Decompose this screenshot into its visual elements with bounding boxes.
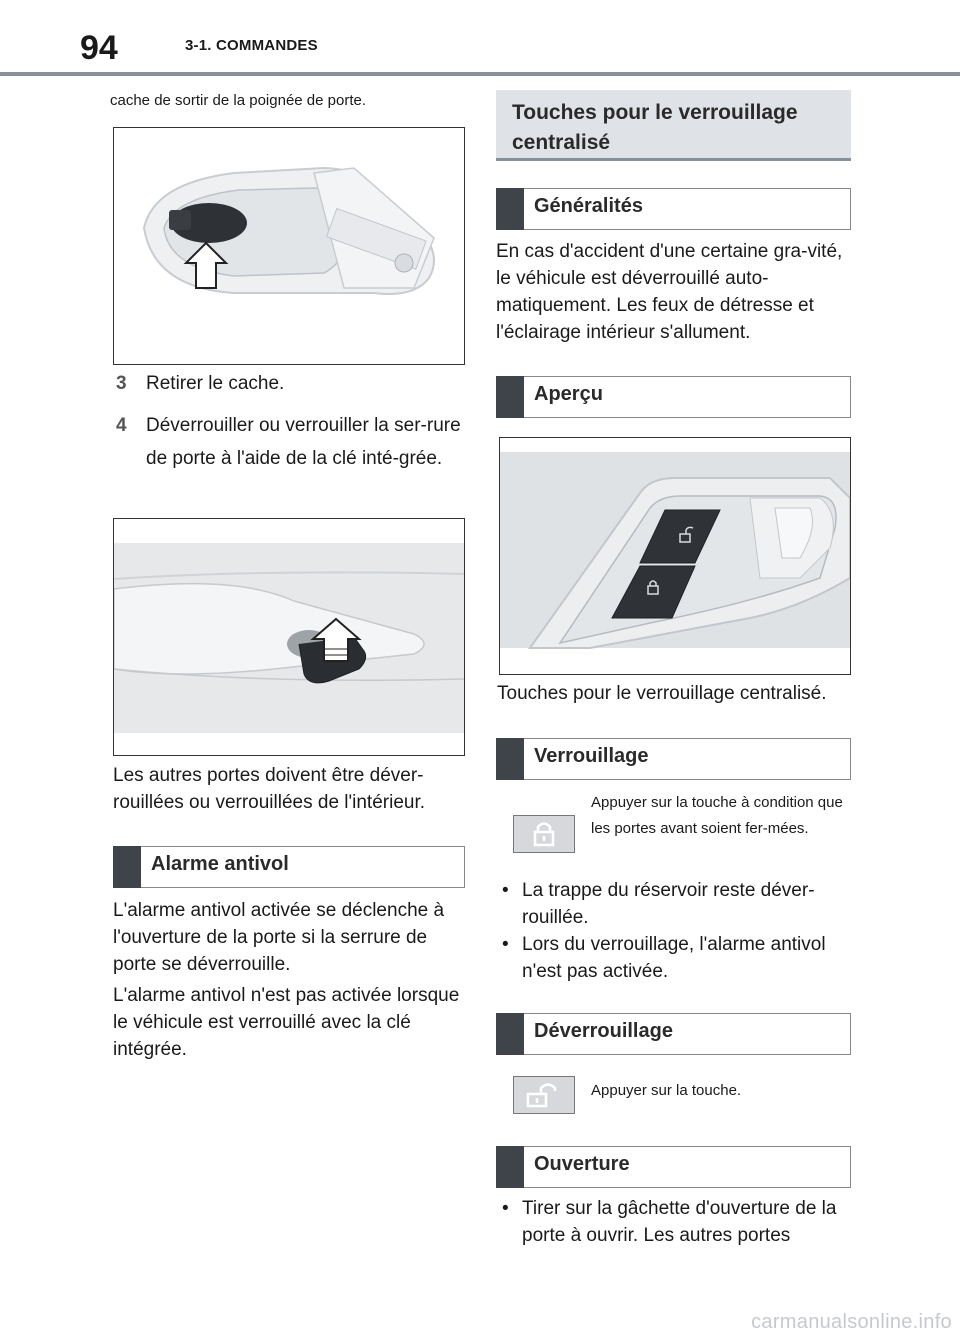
section-header-open (496, 1146, 851, 1188)
handle-cap-illustration (114, 128, 464, 364)
section-bar (496, 376, 524, 418)
main-section-header (496, 90, 851, 161)
unlock-key-button (513, 1076, 575, 1114)
section-bar (496, 1146, 524, 1188)
section-title: Verrouillage (534, 745, 649, 767)
section-header-overview (496, 376, 851, 418)
section-title: Ouverture (534, 1153, 630, 1175)
section-title: Alarme antivol (151, 853, 289, 875)
figure-door-key (113, 518, 465, 756)
step-number: 3 (116, 373, 127, 394)
section-title: Généralités (534, 195, 643, 217)
section-bar (496, 1013, 524, 1055)
general-text: En cas d'accident d'une certaine gra-vité, le véhicule est déverrouillé auto-matiquement. Les feux de détresse et l'éclairage intérieur s'allument. (496, 241, 843, 343)
list-item: • Lors du verrouillage, l'alarme antivol n'est pas activée. (498, 931, 850, 985)
watermark: carmanualsonline.info (751, 1311, 952, 1333)
lock-buttons-illustration (500, 438, 850, 674)
lock-key-button (513, 815, 575, 853)
step-3 (116, 367, 466, 400)
section-title: Déverrouillage (534, 1020, 673, 1042)
figure-lock-buttons (499, 437, 851, 675)
step-text: Retirer le cache. (146, 373, 285, 394)
chapter-title: 3-1. COMMANDES (185, 37, 318, 54)
intro-text: cache de sortir de la poignée de porte. (110, 92, 367, 109)
open-bullet-list (498, 1195, 850, 1249)
other-doors-text: Les autres portes doivent être déver-rouillées ou verrouillées de l'intérieur. (113, 765, 426, 813)
lock-instruction: Appuyer sur la touche à condition que les portes avant soient fer-mées. (591, 794, 843, 837)
section-header-general (496, 188, 851, 230)
step-text: Déverrouiller ou verrouiller la ser-rure de porte à l'aide de la clé inté-grée. (146, 415, 461, 469)
lock-open-icon (514, 1077, 574, 1113)
main-section-title: Touches pour le verrouillage centralisé (512, 101, 798, 154)
section-header-lock (496, 738, 851, 780)
step-number: 4 (116, 415, 127, 436)
lock-bullet-list (498, 877, 850, 985)
list-item: • La trappe du réservoir reste déver-rouillée. (498, 877, 850, 931)
section-bar (496, 738, 524, 780)
alarm-paragraph-2: L'alarme antivol n'est pas activée lorsque le véhicule est verrouillé avec la clé intégrée. (113, 985, 460, 1060)
header-rule (0, 72, 960, 76)
step-4 (116, 409, 466, 509)
section-title: Aperçu (534, 383, 603, 405)
page-number: 94 (80, 29, 118, 67)
section-bar (113, 846, 141, 888)
section-bar (496, 188, 524, 230)
figure-caption: Touches pour le verrouillage centralisé. (497, 683, 827, 704)
figure-handle-cap (113, 127, 465, 365)
section-header-alarm (113, 846, 465, 888)
list-item: • Tirer sur la gâchette d'ouverture de la porte à ouvrir. Les autres portes (498, 1195, 850, 1249)
door-key-illustration (114, 519, 464, 755)
lock-closed-icon (514, 816, 574, 852)
unlock-instruction: Appuyer sur la touche. (591, 1082, 742, 1099)
alarm-paragraph-1: L'alarme antivol activée se déclenche à l'ouverture de la porte si la serrure de porte se déverrouille. (113, 900, 445, 975)
section-header-unlock (496, 1013, 851, 1055)
